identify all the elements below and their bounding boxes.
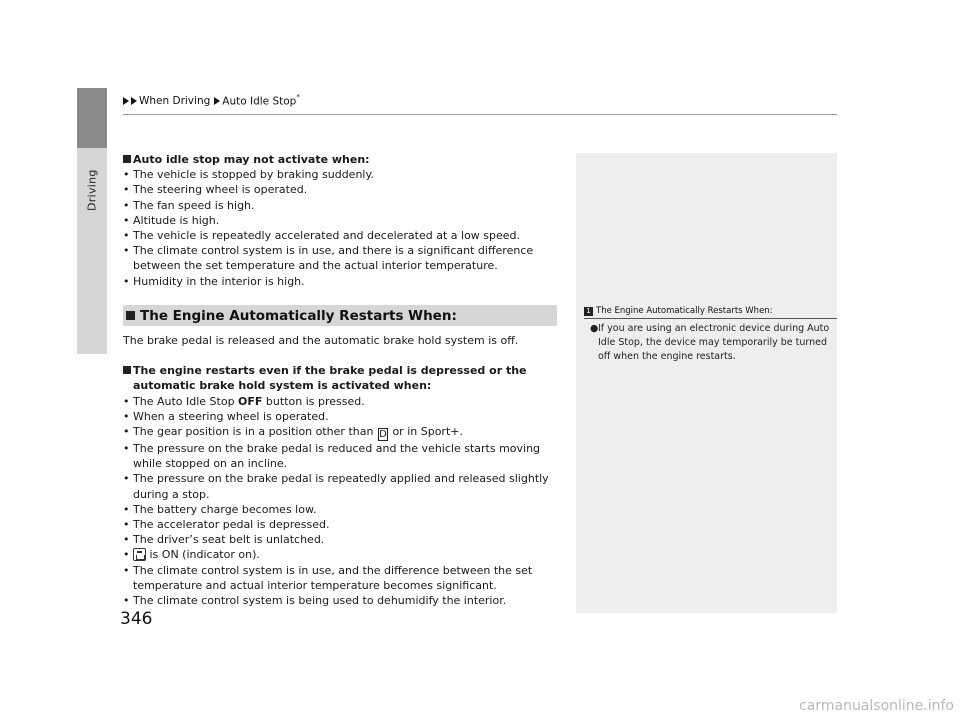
breadcrumb	[123, 94, 304, 108]
side-tab	[77, 0, 107, 354]
section2-heading: The Engine Automatically Restarts When:	[140, 307, 457, 324]
side-tab-label: Driving	[85, 169, 99, 211]
list-item: • is ON (indicator on).	[123, 548, 260, 562]
section1-heading: Auto idle stop may not activate when:	[123, 152, 557, 167]
note-title-text: The Engine Automatically Restarts When:	[596, 306, 773, 316]
section2-intro: The brake pedal is released and the automatic brake hold system is off.	[123, 334, 519, 347]
list-item: • The climate control system is in use, and the difference between the set temperature and actual interior temperature becomes significant.	[123, 563, 533, 592]
list-item: • The steering wheel is operated.	[123, 183, 308, 197]
off-button-label: OFF	[238, 394, 263, 408]
list-item: • The vehicle is repeatedly accelerated and decelerated at a low speed.	[123, 229, 521, 243]
note-divider	[584, 318, 837, 319]
list-item: • The pressure on the brake pedal is repeatedly applied and released slightly during a stop.	[123, 472, 549, 501]
breadcrumb-item-auto-idle-stop[interactable]: Auto Idle Stop*	[222, 93, 300, 108]
section2-subheading: The engine restarts even if the brake pedal is depressed or the automatic brake hold system is activated when:	[123, 363, 557, 393]
page-number: 346	[120, 609, 153, 629]
side-tab-marker	[77, 88, 107, 148]
section-engine-restarts	[123, 333, 557, 608]
list-item: • Humidity in the interior is high.	[123, 274, 305, 288]
front-defroster-icon	[133, 548, 146, 561]
section1-bullet-list	[123, 167, 557, 289]
watermark: carmanualsonline.info	[799, 698, 954, 714]
section2-heading-bar	[123, 305, 557, 326]
list-item: • The battery charge becomes low.	[123, 502, 317, 516]
section-square-icon	[126, 311, 135, 320]
note-body-text: If you are using an electronic device during Auto Idle Stop, the device may temporarily be turned off when the engine restarts.	[598, 323, 830, 362]
list-item: • The pressure on the brake pedal is reduced and the vehicle starts moving while stopped on an incline.	[123, 442, 541, 471]
breadcrumb-marker: *	[296, 93, 300, 101]
list-item: • When a steering wheel is operated.	[123, 409, 329, 423]
list-item: • Altitude is high.	[123, 213, 220, 227]
note-bullet-icon: ●	[590, 323, 599, 334]
note-title	[584, 306, 773, 316]
breadcrumb-arrow-icon	[123, 97, 129, 105]
list-item: • The gear position is in a position other than D or in Sport+.	[123, 425, 463, 441]
section-square-icon	[123, 366, 131, 374]
note-number-badge: 1	[584, 307, 593, 316]
breadcrumb-arrow-icon	[214, 97, 220, 105]
list-item: • The accelerator pedal is depressed.	[123, 518, 330, 532]
note-body	[590, 322, 830, 364]
section2-bullet-list	[123, 394, 557, 609]
list-item: • The fan speed is high.	[123, 198, 255, 212]
list-item: • The climate control system is being used to dehumidify the interior.	[123, 594, 507, 608]
header-divider	[123, 114, 837, 115]
list-item: • The climate control system is in use, and there is a significant difference between the set temperature and the actual interior temperature.	[123, 244, 534, 273]
list-item: • The driver’s seat belt is unlatched.	[123, 533, 325, 547]
section-square-icon	[123, 155, 131, 163]
list-item: • The Auto Idle Stop OFF button is pressed.	[123, 394, 365, 408]
section-auto-idle-may-not-activate	[123, 152, 557, 289]
gear-d-key: D	[379, 429, 387, 441]
breadcrumb-item-when-driving[interactable]: When Driving	[139, 94, 211, 107]
breadcrumb-arrow-icon	[131, 97, 137, 105]
sidebar-note-panel	[576, 153, 837, 613]
list-item: • The vehicle is stopped by braking suddenly.	[123, 168, 374, 182]
